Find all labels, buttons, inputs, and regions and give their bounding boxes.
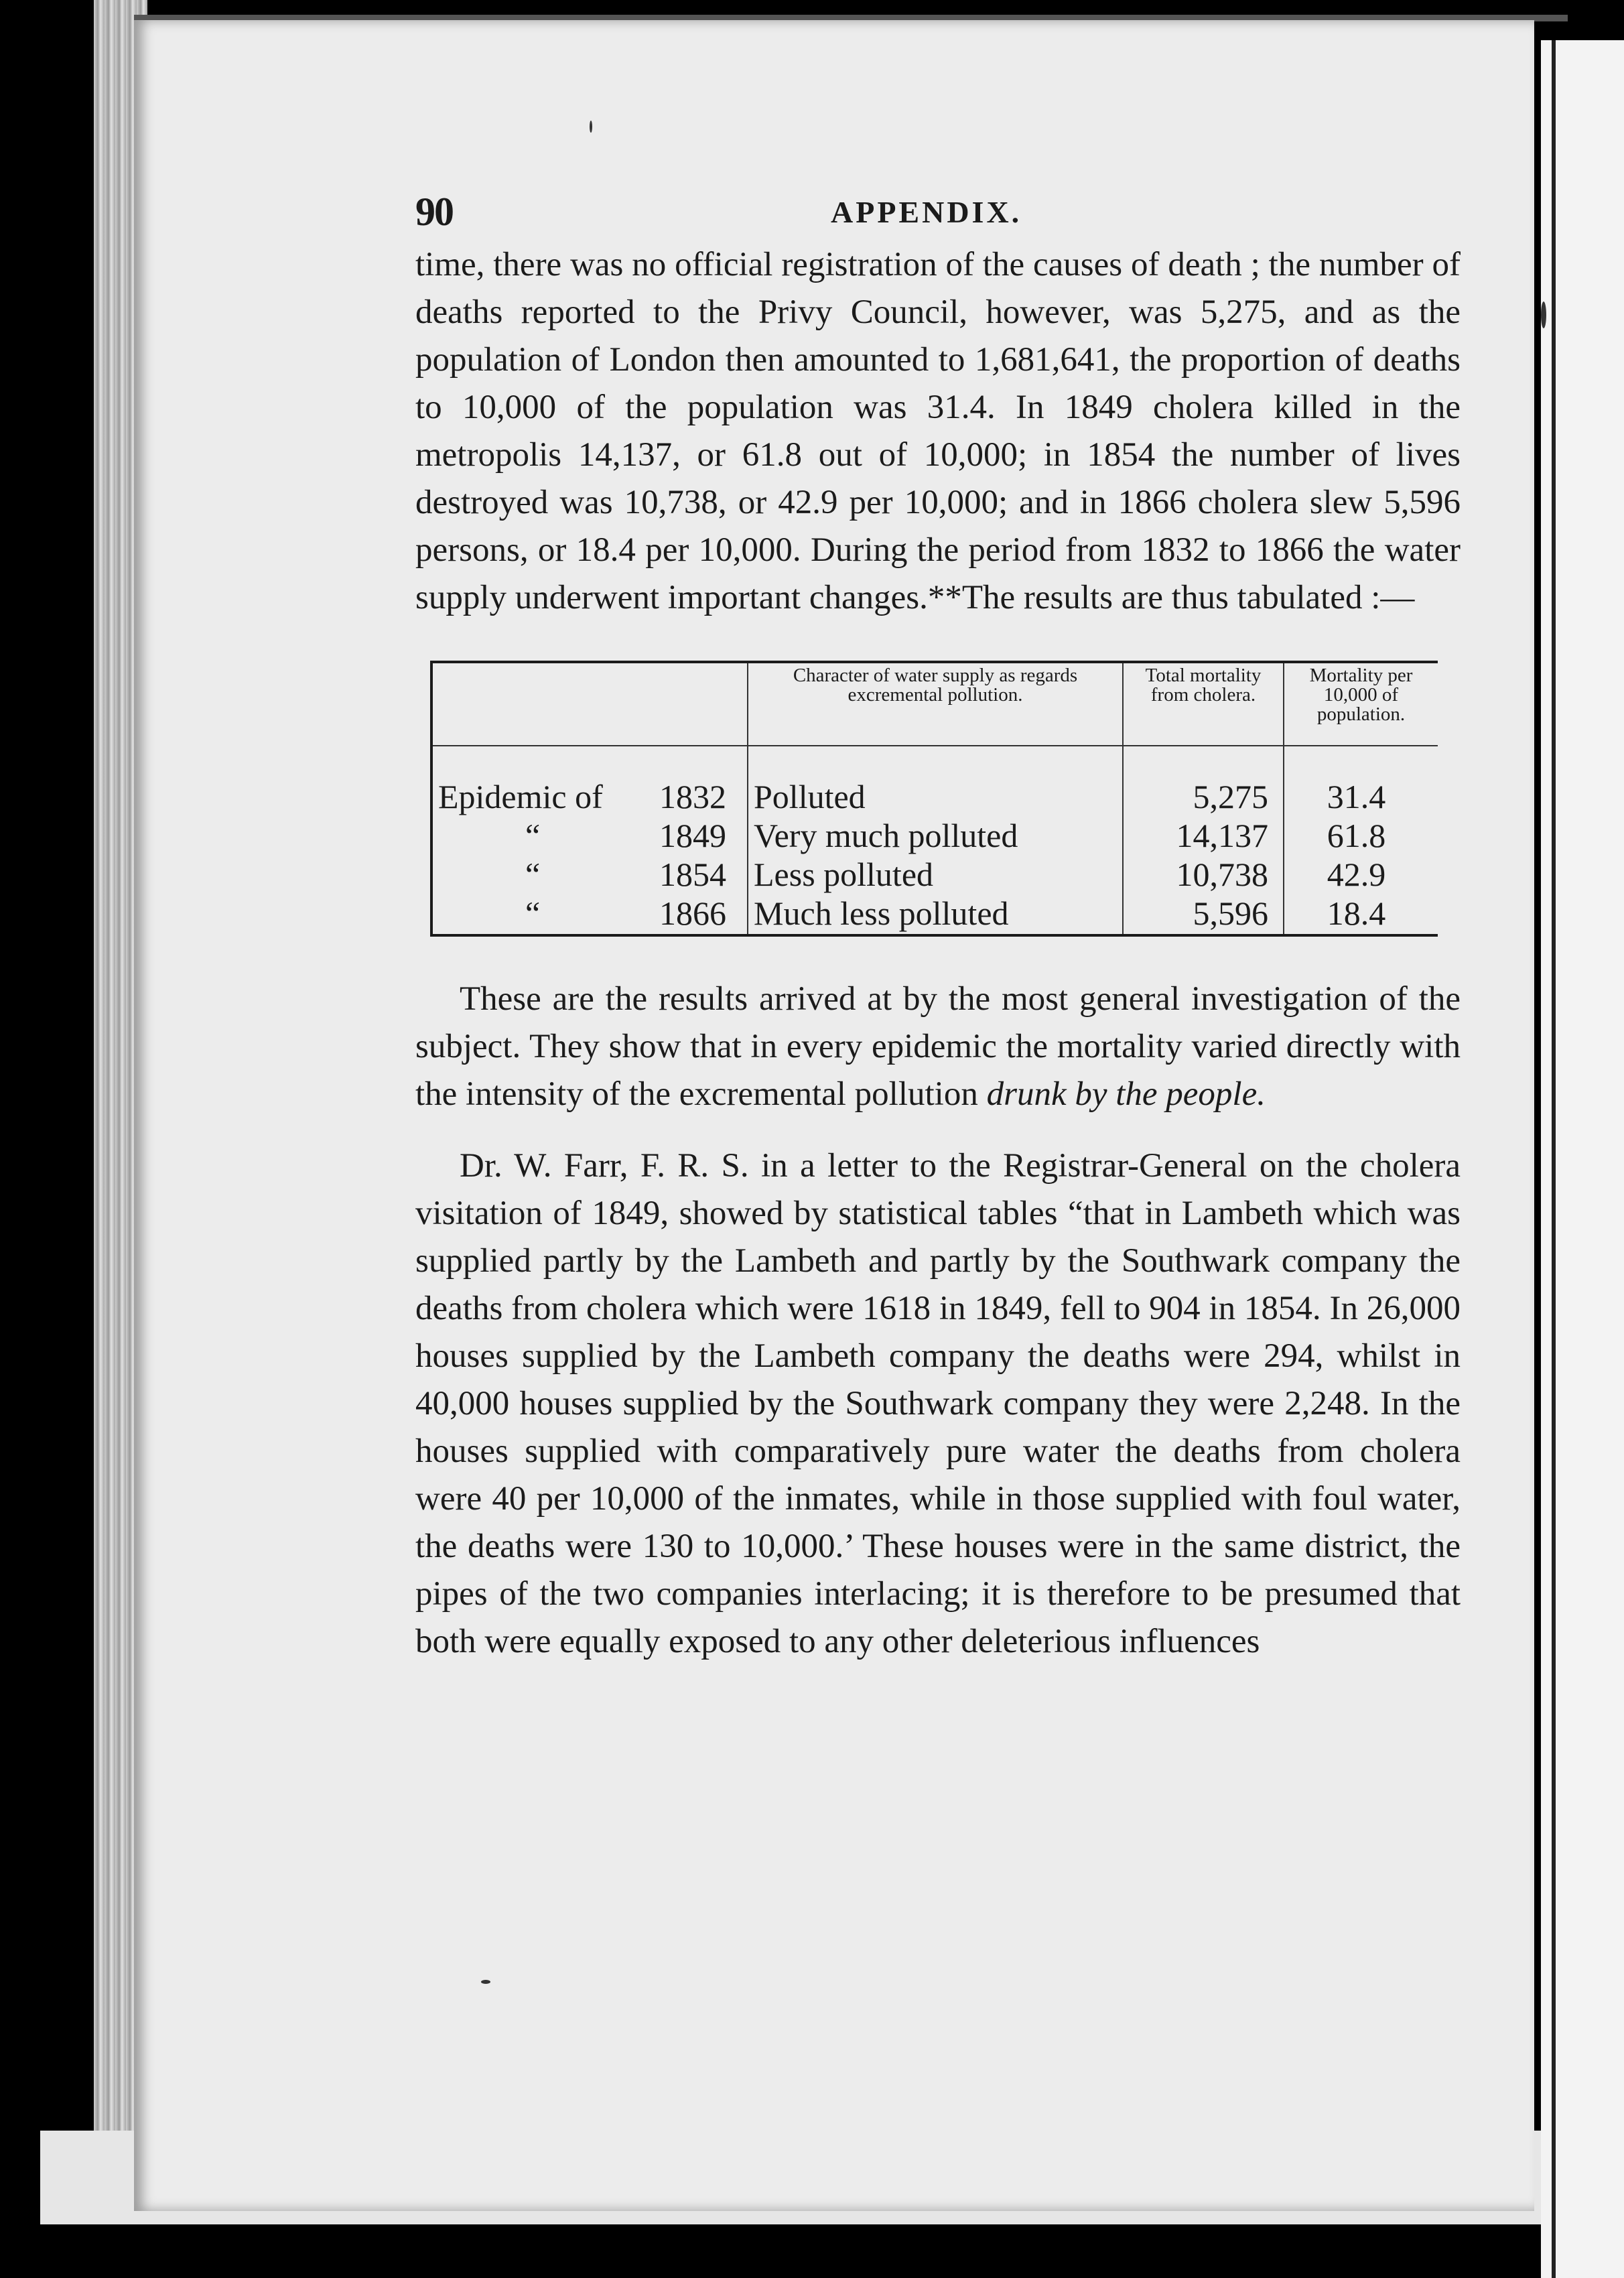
epidemic-label: “ [525,817,541,854]
epidemic-year: 1854 [659,856,726,893]
mortality-cell: 18.4 [1284,894,1438,934]
page-title: APPENDIX. [831,195,1022,229]
total-cell: 10,738 [1123,855,1284,894]
character-cell: Much less polluted [748,894,1123,934]
scan-speck [590,121,592,133]
epidemic-year: 1866 [659,894,726,932]
header-epidemic [433,663,748,746]
paragraph-2-italic: drunk by the people. [986,1075,1266,1113]
epidemic-label: “ [525,856,541,893]
scan-speck [481,1980,490,1984]
header-character: Character of water supply as regards excremental pollution. [748,663,1123,746]
table-row [433,894,1438,934]
epidemic-year: 1849 [659,817,726,854]
paragraph-1: time, there was no official registration of the causes of death ; the number of deaths reported to the Privy Council, however, was 5,275, and as the population of London then amounted to 1,681,641, the proportion of deaths to 10,000 of the population was 31.4. In 1849 cholera killed in the metropolis 14,137, or 61.8 out of 10,000; in 1854 the number of lives destroyed was 10,738, or 42.9 per 10,000; and in 1866 cholera slew 5,596 persons, or 18.4 per 10,000. During the period from 1832 to 1866 the water supply underwent important changes.**The results are thus tabulated :— [415,246,1461,616]
epidemic-label: “ [525,894,541,932]
table-row [433,746,1438,816]
total-cell: 5,275 [1123,746,1284,816]
paragraph-2-text: These are the results arrived at by the most general investigation of the subject. They show that in every epidemic the mortality varied directly with the intensity of the excremental pollution [415,980,1461,1113]
header-total-mortality: Total mortality from cholera. [1123,663,1284,746]
mortality-cell: 42.9 [1284,855,1438,894]
epidemic-cell [433,746,748,816]
epidemic-year: 1832 [659,778,726,815]
mortality-cell: 61.8 [1284,816,1438,855]
paragraph-2 [415,976,1461,1118]
epidemic-cell [433,855,748,894]
paragraph-3: Dr. W. Farr, F. R. S. in a letter to the Registrar-General on the cholera visitation of 1849, showed by statistical tables “that in Lambeth which was supplied partly by the Lambeth and partly by the Southwark company the deaths from cholera which were 1618 in 1849, fell to 904 in 1854. In 26,000 houses supplied by the Lambeth company the deaths were 294, whilst in 40,000 houses supplied by the Southwark company they were 2,248. In the houses supplied with comparatively pure water the deaths from cholera were 40 per 10,000 of the inmates, while in those supplied with foul water, the deaths were 130 to 10,000.’ These houses were in the same district, the pipes of the two companies interlacing; it is therefore to be presumed that both were equally exposed to any other deleterious influences [415,1147,1461,1660]
character-cell: Very much polluted [748,816,1123,855]
table-row [433,855,1438,894]
page-number: 90 [415,190,453,234]
page-text [415,161,1461,1666]
mortality-table [430,661,1438,937]
total-cell: 5,596 [1123,894,1284,934]
character-cell: Less polluted [748,855,1123,894]
mortality-cell: 31.4 [1284,746,1438,816]
header-mortality-rate: Mortality per 10,000 of population. [1284,663,1438,746]
epidemic-cell [433,894,748,934]
epidemic-label: Epidemic of [438,778,603,815]
total-cell: 14,137 [1123,816,1284,855]
table-header-row [433,663,1438,746]
character-cell: Polluted [748,746,1123,816]
facing-page-gutter [1552,40,1556,2278]
epidemic-cell [433,816,748,855]
running-head [415,161,1461,241]
table-row [433,816,1438,855]
scan-speck [1541,302,1546,328]
